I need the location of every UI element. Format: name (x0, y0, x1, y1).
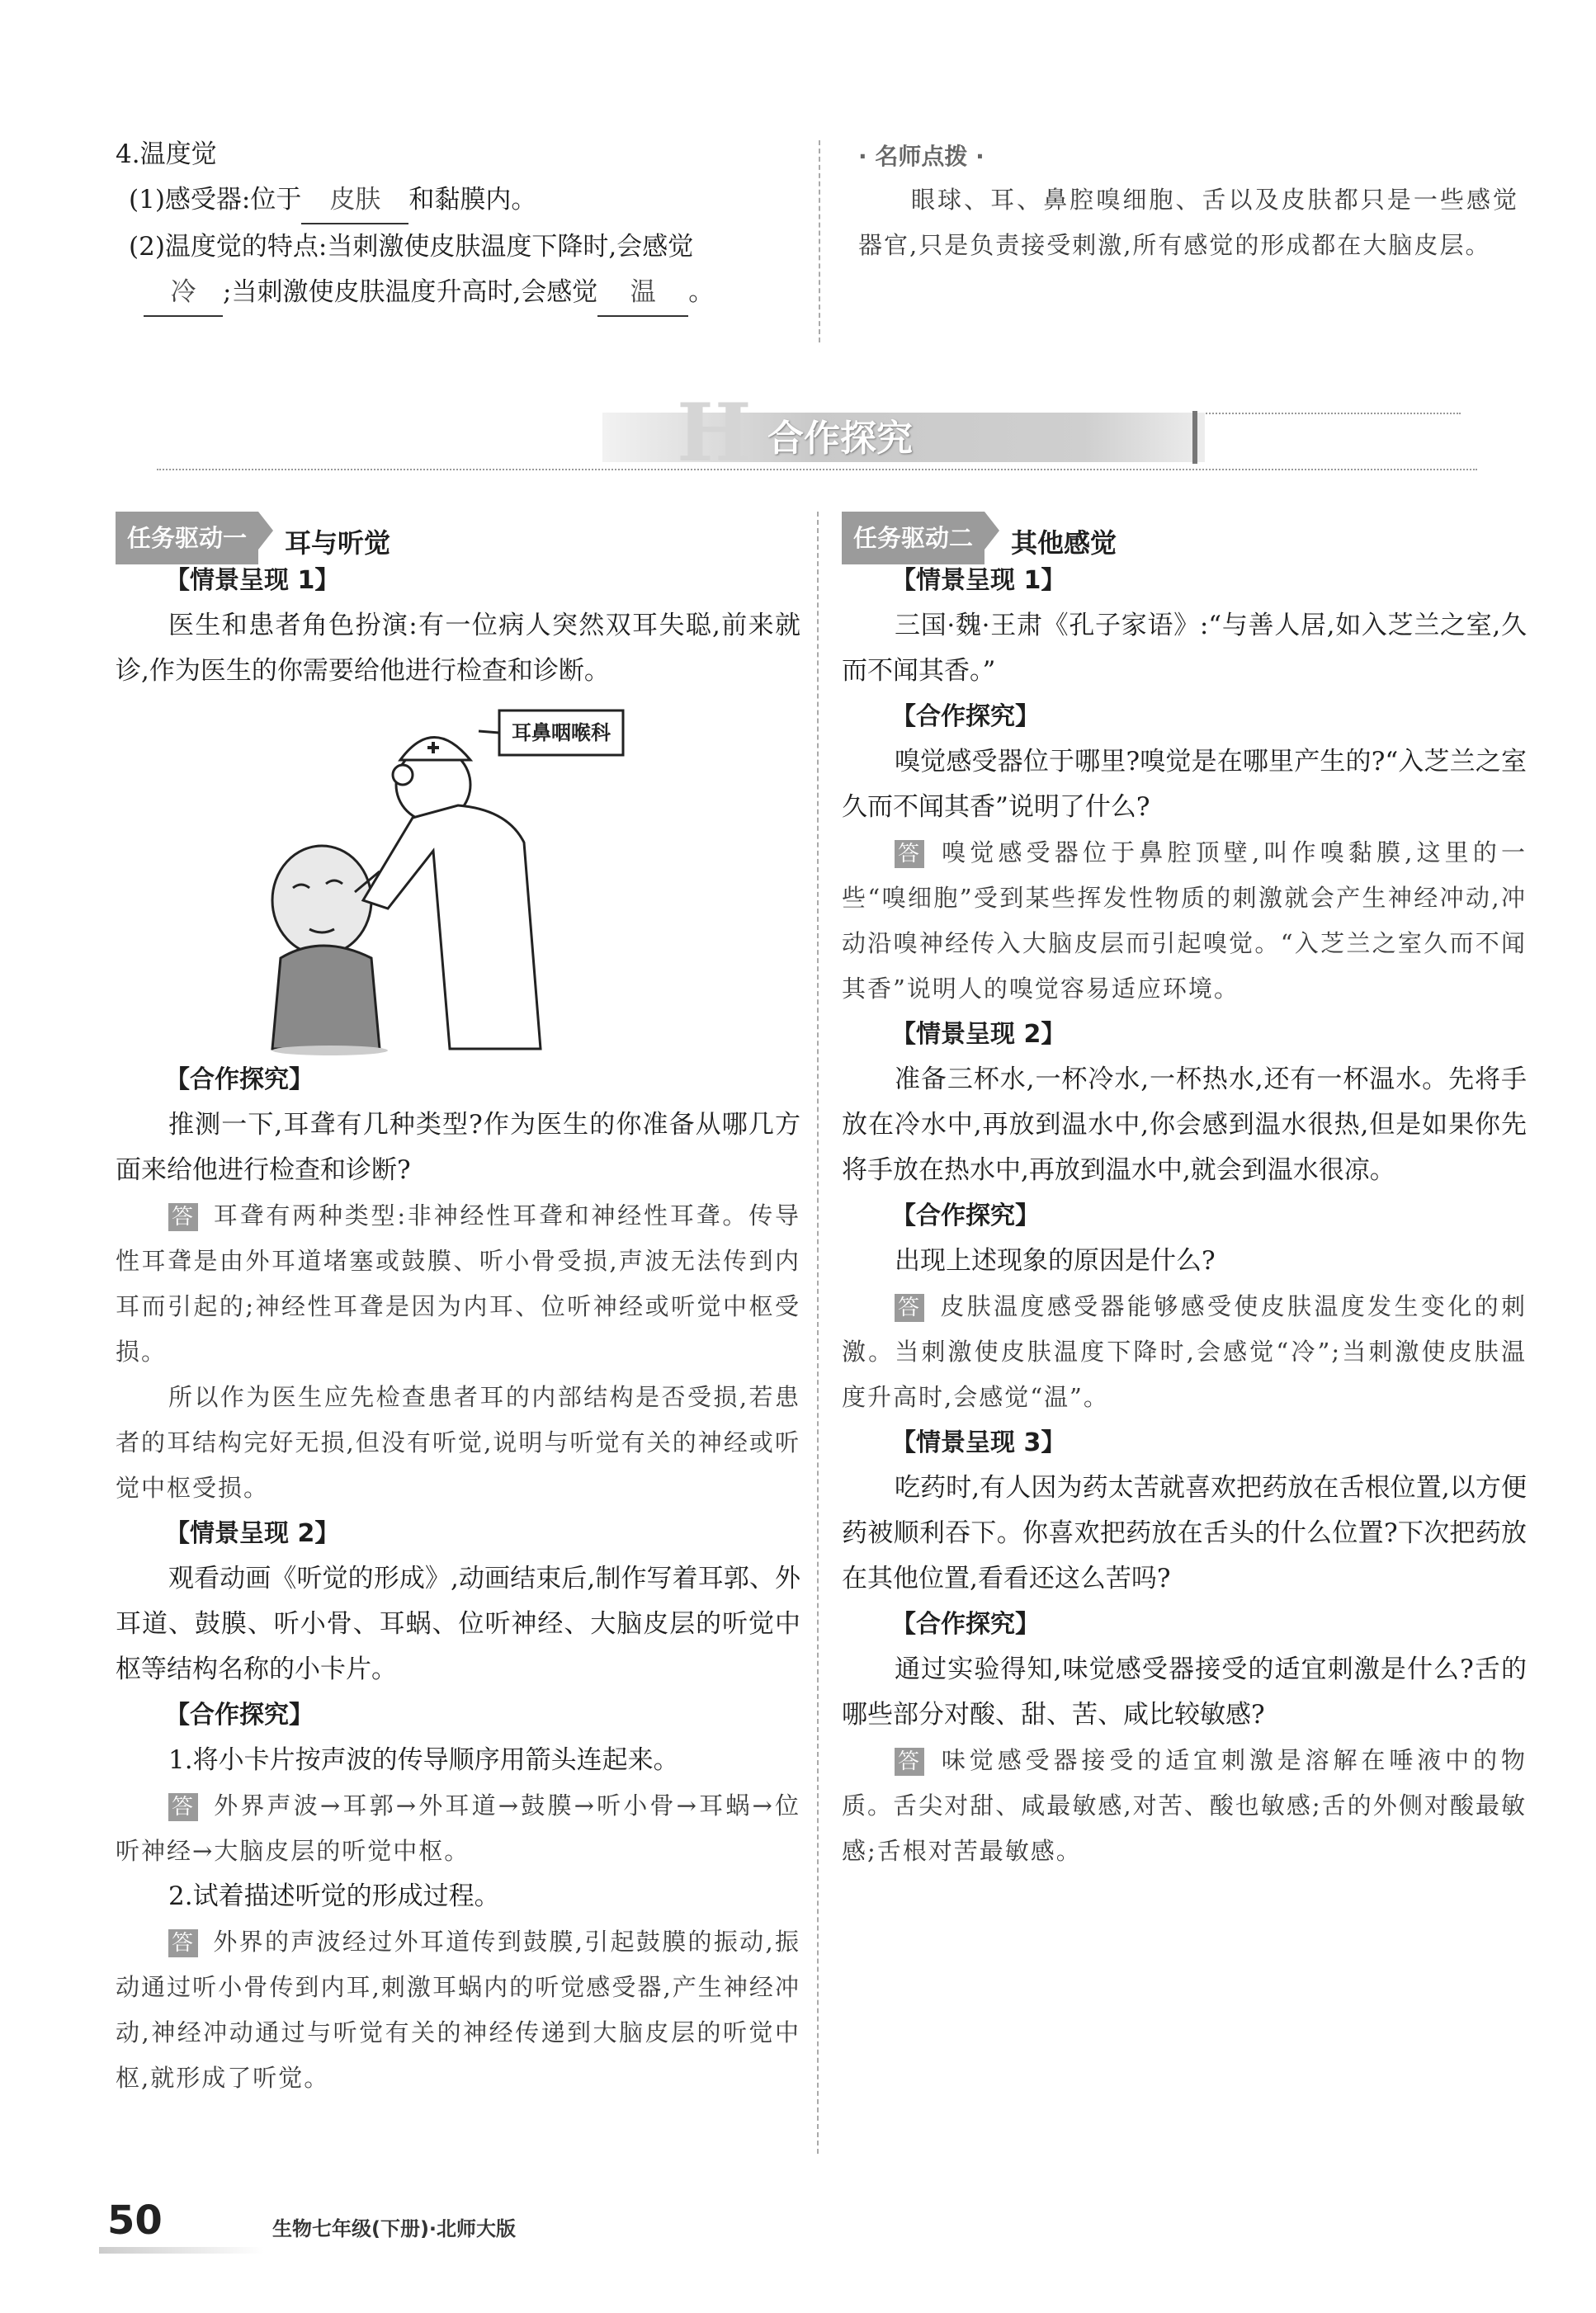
item-1-suffix: 和黏膜内。 (408, 185, 537, 215)
scene-2-text: 准备三杯水,一杯冷水,一杯热水,还有一杯温水。先将手放在冷水中,再放到温水中,你会感到温水很热,但是如果你先将手放在热水中,再放到温水中,就会到温水很凉。 (842, 1064, 1527, 1185)
explore-1-question: 嗅觉感受器位于哪里?嗅觉是在哪里产生的?“入芝兰之室久而不闻其香”说明了什么? (842, 747, 1527, 822)
temperature-sense-section (116, 132, 800, 317)
explore-1-question: 推测一下,耳聋有几种类型?作为医生的你准备从哪几方面来给他进行检查和诊断? (116, 1110, 800, 1185)
explore-2-answer-1 (116, 1783, 800, 1874)
explore-3-answer-text: 味觉感受器接受的适宜刺激是溶解在唾液中的物质。舌尖对甜、咸最敏感,对苦、酸也敏感;舌的外侧对酸最敏感;舌根对苦最敏感。 (842, 1746, 1527, 1865)
answer-mark-icon: 答 (895, 840, 924, 868)
item-2-mid: ;当刺激使皮肤温度升高时,会感觉 (223, 277, 598, 307)
scene-1-label: 【情景呈现 1】 (165, 566, 340, 595)
illustration-svg (116, 694, 800, 1057)
explore-1-answer-1 (116, 1193, 800, 1375)
explore-1-label: 【合作探究】 (165, 1065, 314, 1094)
book-info: 生物七年级(下册)·北师大版 (272, 2217, 517, 2240)
explore-1-answer-2: 所以作为医生应先检查患者耳的内部结构是否受损,若患者的耳结构完好无损,但没有听觉,说明与听觉有关的神经或听觉中枢受损。 (116, 1383, 800, 1502)
explore-1-answer-1-text: 耳聋有两种类型:非神经性耳聋和神经性耳聋。传导性耳聋是由外耳道堵塞或鼓膜、听小骨受损,声波无法传到内耳而引起的;神经性耳聋是因为内耳、位听神经或听觉中枢受损。 (116, 1201, 800, 1366)
explore-3-answer (842, 1738, 1527, 1874)
task-title-2: 其他感觉 (1011, 526, 1117, 559)
item-1-prefix: (1)感受器:位于 (129, 185, 302, 215)
section-title: 4.温度觉 (116, 139, 217, 169)
explore-2-question-1: 1.将小卡片按声波的传导顺序用箭头连起来。 (168, 1745, 679, 1775)
answer-mark-icon: 答 (168, 1929, 198, 1957)
teacher-tip (858, 136, 1518, 268)
page-number: 50 (107, 2197, 163, 2244)
task-title-1: 耳与听觉 (285, 526, 391, 559)
right-column (842, 512, 1527, 1874)
item-2-blank-1: 冷 (144, 270, 223, 317)
answer-mark-icon: 答 (168, 1203, 198, 1231)
footer-shadow (99, 2247, 264, 2254)
task-header-1 (116, 512, 800, 558)
explore-2-answer (842, 1284, 1527, 1420)
scene-2-label: 【情景呈现 2】 (891, 1020, 1066, 1049)
tip-text: 眼球、耳、鼻腔嗅细胞、舌以及皮肤都只是一些感觉器官,只是负责接受刺激,所有感觉的形成都在大脑皮层。 (858, 186, 1518, 259)
explore-2-answer-1-text: 外界声波→耳郭→外耳道→鼓膜→听小骨→耳蜗→位听神经→大脑皮层的听觉中枢。 (116, 1791, 800, 1865)
column-divider (817, 512, 819, 2154)
answer-mark-icon: 答 (168, 1793, 198, 1821)
banner-title: 合作探究 (767, 418, 913, 460)
head-mirror-icon (393, 765, 413, 785)
explore-2-label: 【合作探究】 (165, 1701, 314, 1730)
item-1 (116, 177, 800, 224)
scene-1-text: 三国·魏·王肃《孔子家语》:“与善人居,如入芝兰之室,久而不闻其香。” (842, 611, 1527, 686)
scene-2-label: 【情景呈现 2】 (165, 1519, 340, 1548)
task-header-2 (842, 512, 1527, 558)
section-banner (157, 386, 1477, 479)
item-2-end: 。 (688, 277, 715, 307)
explore-2-answer-text: 皮肤温度感受器能够感受使皮肤温度发生变化的刺激。当刺激使皮肤温度下降时,会感觉“冷”;当刺激使皮肤温度升高时,会感觉“温”。 (842, 1292, 1527, 1411)
answer-mark-icon: 答 (895, 1748, 924, 1776)
task-tag-1: 任务驱动一 (116, 512, 258, 564)
footer (99, 2191, 842, 2257)
top-column-divider (819, 140, 820, 342)
doctor-coat-icon (363, 805, 541, 1049)
scene-3-label: 【情景呈现 3】 (891, 1428, 1066, 1457)
tip-label: · 名师点拨 · (858, 143, 985, 170)
item-1-blank: 皮肤 (301, 177, 408, 224)
item-2-line-2 (116, 270, 800, 317)
scene-3-text: 吃药时,有人因为药太苦就喜欢把药放在舌根位置,以方便药被顺利吞下。你喜欢把药放在舌头的什么位置?下次把药放在其他位置,看看还这么苦吗? (842, 1473, 1527, 1593)
item-2-blank-2: 温 (597, 270, 688, 317)
scene-2-text: 观看动画《听觉的形成》,动画结束后,制作写着耳郭、外耳道、鼓膜、听小骨、耳蜗、位听神经、大脑皮层的听觉中枢等结构名称的小卡片。 (116, 1564, 800, 1684)
doctor-patient-illustration (116, 694, 800, 1057)
banner-bar (1192, 411, 1197, 464)
explore-2-question-2: 2.试着描述听觉的形成过程。 (168, 1881, 500, 1911)
task-tag-2: 任务驱动二 (842, 512, 985, 564)
explore-1-label: 【合作探究】 (891, 702, 1040, 731)
explore-2-question: 出现上述现象的原因是什么? (895, 1246, 1216, 1276)
banner-line (157, 469, 1477, 470)
patient-body-icon (272, 946, 380, 1049)
explore-2-label: 【合作探究】 (891, 1201, 1040, 1230)
explore-1-answer-text: 嗅觉感受器位于鼻腔顶壁,叫作嗅黏膜,这里的一些“嗅细胞”受到某些挥发性物质的刺激就会产生神经冲动,冲动沿嗅神经传入大脑皮层而引起嗅觉。“入芝兰之室久而不闻其香”说明人的嗅觉容易适应环境。 (842, 838, 1527, 1003)
answer-mark-icon: 答 (895, 1294, 924, 1322)
explore-1-answer (842, 830, 1527, 1012)
explore-2-answer-2-text: 外界的声波经过外耳道传到鼓膜,引起鼓膜的振动,振动通过听小骨传到内耳,刺激耳蜗内的听觉感受器,产生神经冲动,神经冲动通过与听觉有关的神经传递到大脑皮层的听觉中枢,就形成了听觉。 (116, 1928, 800, 2092)
banner-letter-h: H (677, 386, 752, 479)
explore-3-label: 【合作探究】 (891, 1610, 1040, 1639)
sign-text: 耳鼻咽喉科 (512, 721, 611, 744)
explore-2-answer-2 (116, 1919, 800, 2101)
item-2-line-1: (2)温度觉的特点:当刺激使皮肤温度下降时,会感觉 (129, 232, 694, 262)
patient-head-icon (272, 846, 371, 955)
scene-1-text: 医生和患者角色扮演:有一位病人突然双耳失聪,前来就诊,作为医生的你需要给他进行检查和诊断。 (116, 611, 800, 686)
scene-1-label: 【情景呈现 1】 (891, 566, 1066, 595)
explore-3-question: 通过实验得知,味觉感受器接受的适宜刺激是什么?舌的哪些部分对酸、甜、苦、咸比较敏感? (842, 1655, 1527, 1730)
left-column (116, 512, 800, 2101)
